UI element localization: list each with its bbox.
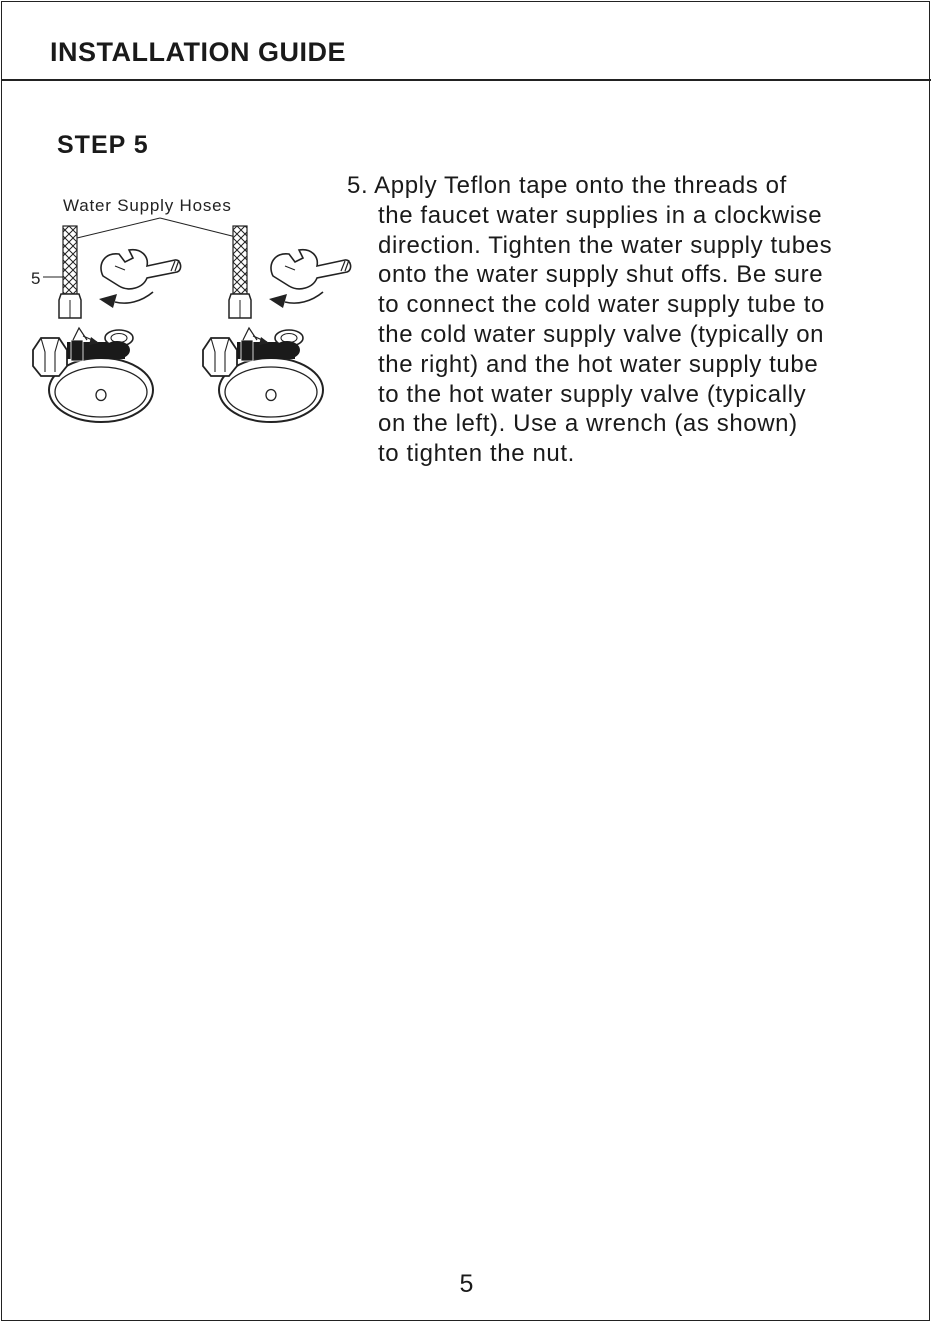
supply-hose-icon — [229, 226, 251, 318]
shutoff-valve-icon — [203, 328, 323, 422]
page-number: 5 — [459, 1270, 474, 1298]
document-title: INSTALLATION GUIDE — [50, 37, 346, 67]
instruction-line: the faucet water supplies in a clockwise — [378, 201, 823, 229]
instruction-line: the cold water supply valve (typically on — [378, 320, 825, 348]
supply-hose-icon — [59, 226, 81, 318]
header-divider — [1, 79, 931, 81]
instruction-line: to tighten the nut. — [378, 440, 575, 468]
instruction-line: the right) and the hot water supply tube — [378, 350, 819, 378]
callout-label-water-supply-hoses: Water Supply Hoses — [63, 196, 232, 215]
rotation-arrow-icon — [99, 292, 153, 308]
wrench-icon — [271, 250, 351, 289]
instruction-line: to the hot water supply valve (typically — [378, 380, 807, 408]
instruction-line: direction. Tighten the water supply tubes — [378, 231, 833, 259]
instruction-line: onto the water supply shut offs. Be sure — [378, 261, 824, 289]
installation-illustration — [25, 190, 355, 440]
step-instruction — [347, 171, 917, 469]
shutoff-valve-icon — [33, 328, 153, 422]
instruction-line: 5. Apply Teflon tape onto the threads of — [347, 172, 787, 199]
step-heading: STEP 5 — [57, 131, 149, 159]
instruction-line: on the left). Use a wrench (as shown) — [378, 410, 798, 438]
rotation-arrow-icon — [269, 292, 323, 308]
instruction-line: to connect the cold water supply tube to — [378, 291, 825, 319]
wrench-icon — [101, 250, 181, 289]
callout-number: 5 — [31, 269, 42, 288]
